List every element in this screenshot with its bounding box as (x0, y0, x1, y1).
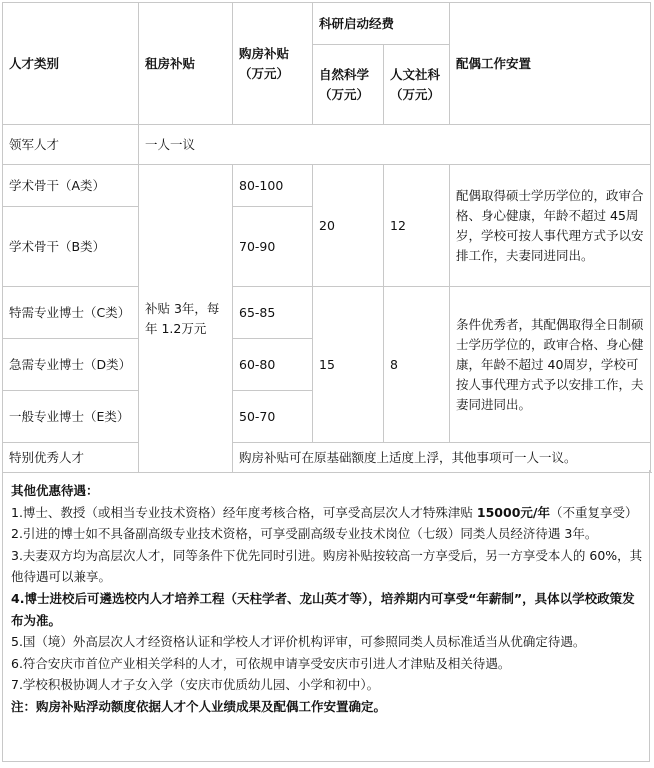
row-special-note: 购房补贴可在原基础额度上适度上浮，其他事项可一人一议。 (233, 443, 651, 473)
row-b-category: 学术骨干（B类） (3, 207, 139, 287)
row-b-purchase: 70-90 (233, 207, 313, 287)
row-c-purchase: 65-85 (233, 287, 313, 339)
benefit-item-3: 3.夫妻双方均为高层次人才，同等条件下优先同时引进。购房补贴按较高一方享受后，另一方享受本人的 60%，其他待遇可以兼享。 (11, 547, 643, 585)
benefit-item-1 (11, 502, 643, 524)
benefit-item-4: 4.博士进校后可遴选校内人才培养工程（天柱学者、龙山英才等），培养期内可享受“年薪制”，具体以学校政策发布为准。 (11, 590, 635, 628)
row-d-purchase: 60-80 (233, 339, 313, 391)
rent-subsidy: 补贴 3年，每年 1.2万元 (139, 165, 233, 473)
cde-natural: 15 (313, 287, 384, 443)
row-a-category: 学术骨干（A类） (3, 165, 139, 207)
benefit-item-5: 5.国（境）外高层次人才经资格认证和学校人才评价机构评审，可参照同类人员标准适当从优确定待遇。 (11, 634, 586, 650)
benefit-item-7: 7.学校积极协调人才子女入学（安庆市优质幼儿园、小学和初中）。 (11, 677, 380, 693)
row-e-purchase: 50-70 (233, 391, 313, 443)
benefits-title: 其他优惠待遇： (11, 483, 99, 498)
ab-spouse: 配偶取得硕士学历学位的，政审合格、身心健康，年龄不超过 45周岁，学校可按人事代理方式予以安排工作，夫妻同进同出。 (450, 165, 651, 287)
row-leader-category: 领军人才 (3, 125, 139, 165)
benefits-footnote: 注：购房补贴浮动额度依据人才个人业绩成果及配偶工作安置确定。 (11, 698, 387, 714)
row-e-category: 一般专业博士（E类） (3, 391, 139, 443)
header-rent: 租房补贴 (139, 3, 233, 125)
header-humanities: 人文社科（万元） (384, 45, 450, 125)
header-spouse: 配偶工作安置 (450, 3, 651, 125)
row-c-category: 特需专业博士（C类） (3, 287, 139, 339)
row-d-category: 急需专业博士（D类） (3, 339, 139, 391)
benefit-item-1-text: 1.博士、教授（或相当专业技术资格）经年度考核合格，可享受高层次人才特殊津贴 (11, 504, 477, 520)
header-research: 科研启动经费 (313, 3, 450, 45)
benefit-item-6: 6.符合安庆市首位产业相关学科的人才，可依规申请享受安庆市引进人才津贴及相关待遇。 (11, 655, 511, 671)
row-leader-note: 一人一议 (139, 125, 651, 165)
cde-humanities: 8 (384, 287, 450, 443)
benefit-item-2: 2.引进的博士如不具备副高级专业技术资格，可享受副高级专业技术岗位（七级）同类人员经济待遇 3年。 (11, 526, 598, 542)
row-special-category: 特别优秀人才 (3, 443, 139, 473)
header-category: 人才类别 (3, 3, 139, 125)
ab-natural: 20 (313, 165, 384, 287)
row-a-purchase: 80-100 (233, 165, 313, 207)
benefits-section (2, 470, 650, 762)
cde-spouse: 条件优秀者，其配偶取得全日制硕士学历学位的，政审合格、身心健康，年龄不超过 40周岁，学校可按人事代理方式予以安排工作，夫妻同进同出。 (450, 287, 651, 443)
header-purchase: 购房补贴（万元） (233, 3, 313, 125)
header-natural: 自然科学（万元） (313, 45, 384, 125)
ab-humanities: 12 (384, 165, 450, 287)
benefit-item-1-amount: 15000元/年 (476, 504, 550, 520)
benefit-item-1-note: （不重复享受） (549, 504, 638, 520)
talent-table (2, 2, 651, 473)
